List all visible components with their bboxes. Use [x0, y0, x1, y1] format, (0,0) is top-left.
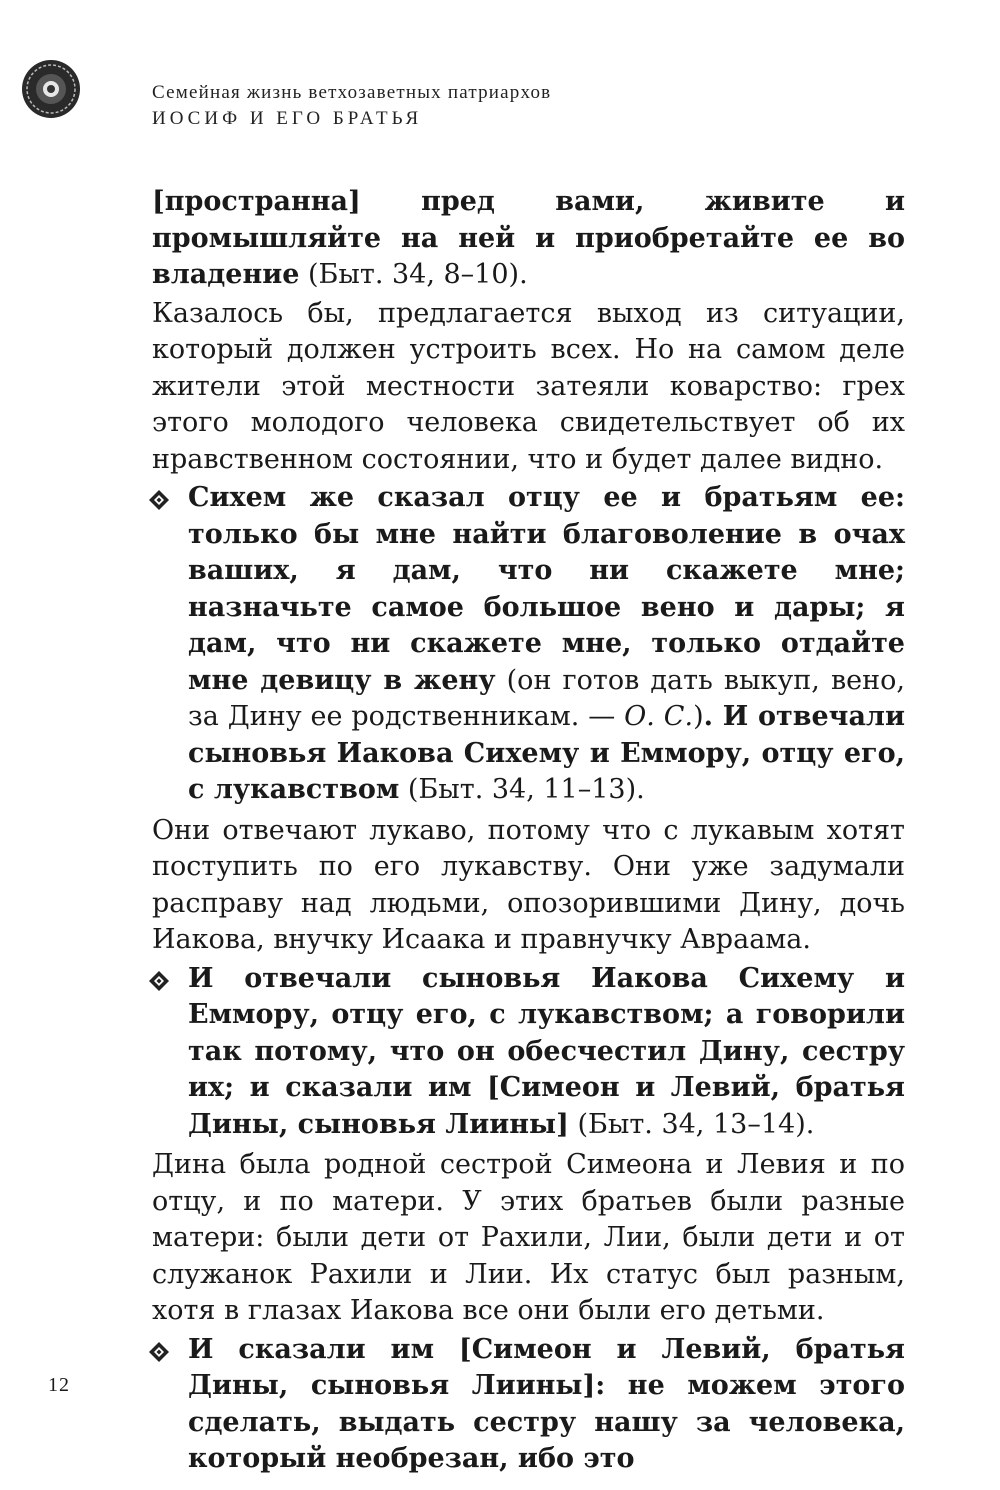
scripture-quote: Сихем же сказал отцу ее и братьям ее: только бы мне найти благоволение в очах ваших, я дам, что ни скажете мне; назначьте самое большое вено и дары; я дам, что ни скажете мне, только отдайте мне девицу в жену	[188, 482, 905, 696]
paragraph-4: Дина была родной сестрой Симеона и Левия и по отцу, и по матери. У этих братьев были разные матери: были дети от Рахили, Лии, были дети и от служанок Рахили и Лии. Их статус был разным, хотя в глазах Иакова все они были его детьми.	[152, 1149, 905, 1326]
book-title: ИОСИФ И ЕГО БРАТЬЯ	[152, 108, 423, 129]
author-initials: О. С.	[624, 701, 694, 732]
scripture-quote: [пространна] пред вами, живите и промышляйте на ней и приобретайте ее во владение	[152, 186, 905, 290]
series-title: Семейная жизнь ветхозаветных патриархов	[152, 82, 552, 103]
paragraph-3: Они отвечают лукаво, потому что с лукавым хотят поступить по его лукавству. Они уже задумали расправу над людьми, опозорившими Дину, дочь Иакова, внучку Исаака и правнучку Авраама.	[152, 814, 905, 955]
scripture-block-1	[152, 480, 905, 809]
diamond-bullet-icon	[148, 1341, 170, 1363]
paragraph-2: Казалось бы, предлагается выход из ситуации, который должен устроить всех. Но на самом деле жители этой местности затеяли коварство: грех этого молодого человека свидетельствует об их нравственном состоянии, что и будет далее видно.	[152, 297, 905, 475]
scripture-reference: (Быт. 34, 13–14).	[568, 1108, 815, 1140]
diamond-bullet-icon	[148, 970, 170, 992]
body-text	[152, 184, 905, 1482]
running-head	[152, 80, 551, 132]
scripture-block-2	[152, 961, 905, 1144]
scripture-block-3	[152, 1332, 905, 1478]
publisher-emblem-icon	[20, 58, 82, 120]
scripture-quote: И сказали им [Симеон и Левий, братья Дины, сыновья Лиины]: не можем этого сделать, выдать сестру нашу за человека, который необрезан, ибо это	[188, 1333, 905, 1474]
commentary-note: (он готов дать выкуп, вено, за Дину ее родственникам. —	[188, 664, 905, 732]
diamond-bullet-icon	[148, 489, 170, 511]
scripture-reference: (Быт. 34, 8–10).	[299, 259, 528, 290]
scripture-quote: . И отвечали сыновья Иакова Сихему и Еммору, отцу его, с лукавством	[188, 701, 905, 805]
paragraph-1	[152, 184, 905, 294]
scripture-reference: (Быт. 34, 11–13).	[399, 774, 645, 805]
commentary-note-end: )	[693, 701, 704, 732]
scripture-quote: И отвечали сыновья Иакова Сихему и Еммору, отцу его, с лукавством; а говорили так потому, что он обесчестил Дину, сестру их; и сказали им [Симеон и Левий, братья Дины, сыновья Лиины]	[188, 962, 905, 1140]
page-number: 12	[48, 1374, 70, 1396]
